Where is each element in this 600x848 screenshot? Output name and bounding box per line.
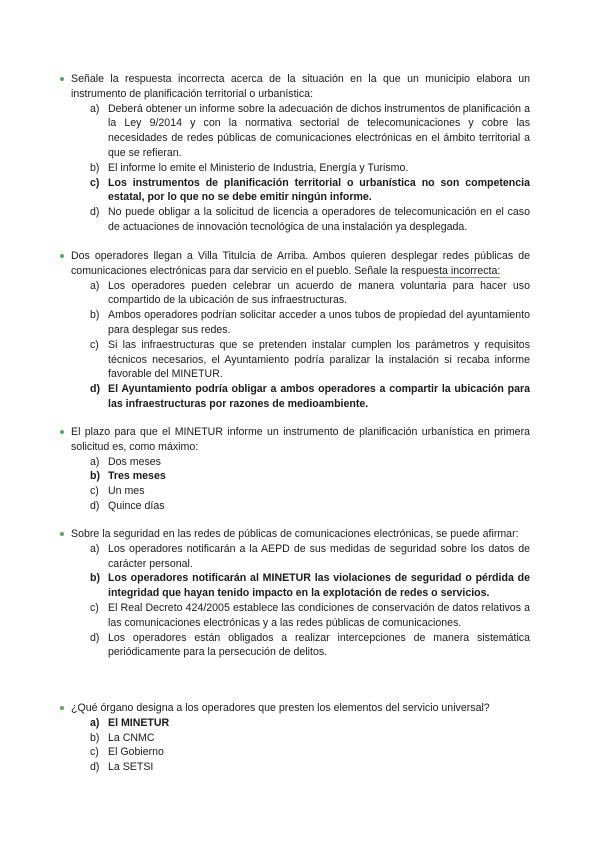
question-3 <box>60 425 530 514</box>
option-text: El Real Decreto 424/2005 establece las condiciones de conservación de datos relativos a las comunicaciones electrónicas y a las redes públicas de comunicaciones. <box>108 601 530 629</box>
option-letter: d) <box>90 631 100 644</box>
option-list <box>60 455 530 514</box>
option-text: Tres meses <box>108 470 166 483</box>
question-5 <box>60 701 530 775</box>
option-letter: a) <box>90 279 100 292</box>
option-a <box>90 102 530 161</box>
option-c <box>90 601 530 631</box>
option-a <box>90 542 530 572</box>
option-list <box>60 716 530 775</box>
option-a <box>90 455 530 470</box>
bullet-icon <box>60 706 64 710</box>
option-letter: b) <box>90 470 100 483</box>
option-text: El informe lo emite el Ministerio de Industria, Energía y Turismo. <box>108 161 409 174</box>
option-b <box>90 731 530 746</box>
option-d <box>90 382 530 412</box>
option-letter: c) <box>90 485 99 498</box>
option-list <box>60 102 530 235</box>
option-text: Los operadores pueden celebrar un acuerdo de manera voluntaria para hacer uso compartido de la ubicación de sus infraestructuras. <box>108 279 530 307</box>
option-letter: d) <box>90 206 100 219</box>
bullet-icon <box>60 532 64 536</box>
option-text: Los operadores notificarán a la AEPD de sus medidas de seguridad sobre los datos de carácter personal. <box>108 542 530 570</box>
option-a <box>90 279 530 309</box>
option-text: Los operadores notificarán al MINETUR las violaciones de seguridad o pérdida de integridad que hayan tenido impacto en la explotación de redes o servicios. <box>108 572 530 600</box>
option-text: Un mes <box>108 485 145 498</box>
bullet-icon <box>60 77 64 81</box>
option-list <box>60 279 530 412</box>
spellcheck-underline: sta incorrecta: <box>433 264 501 277</box>
option-letter: d) <box>90 499 100 512</box>
option-b <box>90 571 530 601</box>
option-c <box>90 484 530 499</box>
option-letter: c) <box>90 746 99 759</box>
option-letter: b) <box>90 572 100 585</box>
option-a <box>90 716 530 731</box>
option-text: Si las infraestructuras que se pretenden instalar cumplen los parámetros y requisitos técnicos necesarios, el Ayuntamiento podría paralizar la instalación si recaba informe favorable del MINETUR. <box>108 338 530 381</box>
question-1 <box>60 72 530 235</box>
option-text: Deberá obtener un informe sobre la adecuación de dichos instrumentos de planificación a la Ley 9/2014 y con la normativa sectorial de telecomunicaciones y cobre las necesidades de redes públicas de comunicaciones electrónicas en el ámbito territorial a que se refieran. <box>108 102 530 159</box>
option-text: El MINETUR <box>108 716 170 729</box>
option-text: El Gobierno <box>108 746 164 759</box>
option-b <box>90 469 530 484</box>
option-letter: c) <box>90 338 99 351</box>
option-c <box>90 338 530 382</box>
option-letter: a) <box>90 716 100 729</box>
option-text: Dos meses <box>108 455 161 468</box>
option-text: Quince días <box>108 499 165 512</box>
option-letter: c) <box>90 601 99 614</box>
option-text: La CNMC <box>108 731 155 744</box>
question-text: El plazo para que el MINETUR informe un instrumento de planificación urbanística en primera solicitud es, como máximo: <box>71 426 530 453</box>
question-text: ¿Qué órgano designa a los operadores que presten los elementos del servicio universal? <box>71 702 490 714</box>
option-letter: b) <box>90 161 100 174</box>
option-list <box>60 542 530 660</box>
question-2 <box>60 249 530 412</box>
option-c <box>90 745 530 760</box>
option-letter: a) <box>90 542 100 555</box>
question-text: Dos operadores llegan a Villa Titulcia de Arriba. Ambos quieren desplegar redes públicas de comunicaciones electrónicas para dar servicio en el pueblo. Señale la respue <box>71 250 530 277</box>
option-c <box>90 176 530 206</box>
option-b <box>90 161 530 176</box>
option-d <box>90 205 530 235</box>
option-text: Los operadores están obligados a realizar intercepciones de manera sistemática periódicamente para la persecución de delitos. <box>108 631 530 659</box>
option-letter: d) <box>90 761 100 774</box>
bullet-icon <box>60 430 64 434</box>
option-d <box>90 631 530 661</box>
option-letter: b) <box>90 309 100 322</box>
option-text: Ambos operadores podrían solicitar acceder a unos tubos de propiedad del ayuntamiento para desplegar sus redes. <box>108 309 530 336</box>
option-letter: d) <box>90 383 100 396</box>
option-text: El Ayuntamiento podría obligar a ambos operadores a compartir la ubicación para las infraestructuras por razones de medioambiente. <box>108 383 530 410</box>
option-letter: a) <box>90 102 100 115</box>
question-text: Señale la respuesta incorrecta acerca de la situación en la que un municipio elabora un instrumento de planificación territorial o urbanística: <box>71 73 530 100</box>
option-b <box>90 308 530 338</box>
option-letter: b) <box>90 731 100 744</box>
option-letter: a) <box>90 455 100 468</box>
question-4 <box>60 527 530 660</box>
option-letter: c) <box>90 176 100 189</box>
option-d <box>90 499 530 514</box>
option-text: Los instrumentos de planificación territorial o urbanística no son competencia estatal, por lo que no se debe emitir ningún informe. <box>108 176 530 204</box>
option-text: La SETSI <box>108 761 154 774</box>
option-text: No puede obligar a la solicitud de licencia a operadores de telecomunicación en el caso de actuaciones de innovación tecnológica de una instalación ya desplegada. <box>108 206 530 233</box>
option-d <box>90 760 530 775</box>
bullet-icon <box>60 254 64 258</box>
question-text: Sobre la seguridad en las redes de públicas de comunicaciones electrónicas, se puede afirmar: <box>71 528 519 540</box>
